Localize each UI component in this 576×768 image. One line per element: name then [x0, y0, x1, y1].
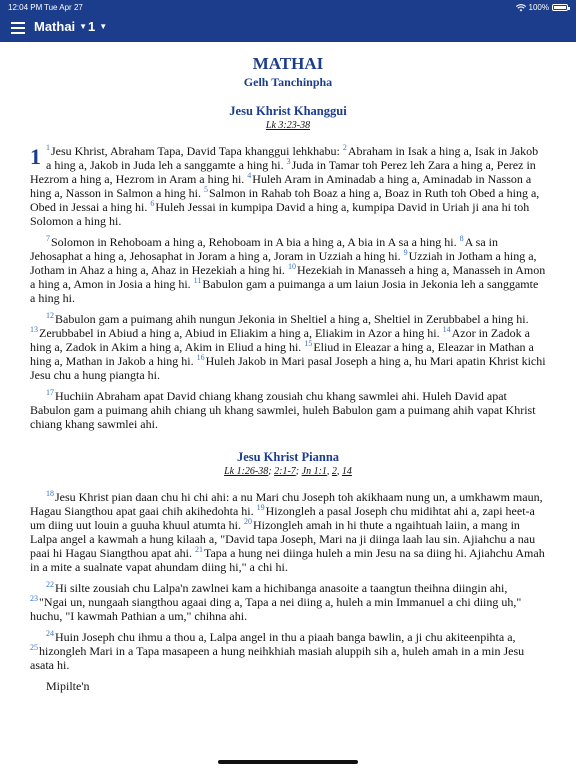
verse-text: hizongleh Mari in a Tapa masapeen a hung neihkhiah masiah aluppih sih a, huleh amah in a min Jesu asata hi. [30, 644, 525, 672]
verse-text: Uzziah in Jotham a hing a, Jotham in Ahaz a hing a, Ahaz in Hezekiah a hing hi. [30, 249, 537, 277]
battery-percent: 100% [528, 3, 549, 12]
chapter-content [30, 54, 546, 700]
verse-text: A sa in Jehosaphat a hing a, Jehosaphat in Joram a hing a, Joram in Uzziah a hing hi. [30, 235, 498, 263]
verse-text: Huleh Aram in Aminadab a hing a, Aminadab in Nasson a hing a, Nasson in Salmon a hing hi. [30, 172, 532, 200]
paragraph [30, 490, 546, 574]
verse-number[interactable]: 11 [193, 276, 202, 285]
battery-icon [552, 4, 568, 11]
cross-reference-link[interactable]: Jn 1:1 [301, 466, 327, 477]
paragraph [30, 235, 546, 305]
nav-bar [0, 17, 576, 39]
verse-number[interactable]: 23 [30, 594, 38, 603]
verse-text: Hi silte zousiah chu Lalpa'n zawlnei kam a hichibanga anasoite a taangtun theihna diingin ahi, [55, 581, 508, 595]
verse-text: Hizongleh a pasal Joseph chu midihtat ahi a, zapi heet-a um diing uut louin a guuha khuul atumta hi. [30, 504, 535, 532]
verse-number[interactable]: 1 [46, 143, 50, 152]
verse-number[interactable]: 20 [243, 517, 252, 526]
verse-number[interactable]: 22 [46, 580, 54, 589]
verse-number[interactable]: 18 [46, 489, 54, 498]
footer-label-paragraph [30, 679, 546, 693]
cross-reference-link[interactable]: 14 [341, 466, 352, 477]
chapter-selector[interactable] [88, 19, 107, 34]
paragraph [30, 312, 546, 382]
verse-number[interactable]: 9 [403, 248, 408, 257]
verse-number[interactable]: 14 [442, 325, 451, 334]
menu-icon[interactable] [11, 22, 25, 34]
verse-text: Salmon in Rahab toh Boaz a hing a, Boaz in Ruth toh Obed a hing a, Obed in Jessai a hing hi. [30, 186, 540, 214]
top-bar [0, 0, 576, 42]
verse-text: Hizongleh amah in hi thute a ngaihtuah laiin, a mang in Lalpa angel a kawmah a hung kilaah a, "David tapa Joseph, Mari na ji diinga laah lau sin. Ajiahchu a nau paai hi Hagau Siangthou apat ahi. [30, 518, 536, 560]
home-indicator[interactable] [218, 760, 358, 764]
section-heading: Jesu Khrist Khanggui [229, 104, 347, 118]
paragraph [30, 581, 546, 623]
cross-references: Lk 1:26-38; 2:1-7; Jn 1:1, 2, 14 [224, 466, 352, 477]
verse-text: Juda in Tamar toh Perez leh Zara a hing a, Perez in Hezrom a hing a, Hezrom in Aram a hing hi. [30, 158, 536, 186]
paragraph [30, 389, 546, 431]
book-selector[interactable] [34, 19, 87, 34]
verse-text: Eliud in Eleazar a hing a, Eleazar in Mathan a hing a, Mathan in Jakob a hing hi. [30, 340, 534, 368]
verse-text: Jesu Khrist, Abraham Tapa, David Tapa khanggui lehkhabu: [51, 144, 343, 158]
verse-text: Abraham in Isak a hing a, Isak in Jakob a hing a, Jakob in Juda leh a sanggamte a hing hi. [46, 144, 539, 172]
paragraph [30, 144, 546, 228]
verse-number[interactable]: 10 [287, 262, 296, 271]
verse-number[interactable]: 16 [196, 353, 205, 362]
verse-number[interactable]: 19 [256, 503, 265, 512]
verse-text: Babulon gam a puimanga a um laiun Josia in Jekonia leh a sanggamte a hing hi. [30, 277, 539, 305]
chapter-selector-label: 1 [88, 19, 96, 34]
verse-text: Azor in Zadok a hing a, Zadok in Akim a hing a, Akim in Eliud a hing hi. [30, 326, 530, 354]
cross-references [30, 119, 546, 132]
status-date: Tue Apr 27 [44, 3, 83, 12]
verse-text: Solomon in Rehoboam a hing a, Rehoboam in A bia a hing a, A bia in A sa a hing hi. [51, 235, 460, 249]
chevron-down-icon: ▼ [79, 22, 88, 31]
cross-reference-link[interactable]: 2 [331, 466, 337, 477]
section-heading: Jesu Khrist Pianna [236, 450, 340, 464]
paragraph [30, 630, 546, 672]
verse-number[interactable]: 5 [204, 185, 208, 194]
verse-text: Huchiin Abraham apat David chiang khang zousiah chu khang sawmlei ahi. Huleh David apat Babulon gam a puimang ahih chiang uh khang sawmlei, huleh Babulon gam a puimang ahih vapat Khrist chiang khang sawmlei ahi. [30, 389, 536, 431]
book-subtitle: Gelh Tanchinpha [243, 75, 333, 89]
verse-number[interactable]: 4 [247, 171, 252, 180]
verse-number[interactable]: 12 [46, 311, 54, 320]
verse-number[interactable]: 24 [46, 629, 54, 638]
status-time: 12:04 PM [8, 3, 43, 12]
verse-text: Tapa a hung nei diinga huleh a min Jesu na sa diing hi. Ajiahchu Amah in a mite a sualnate vapat ahundam diing hi," a chi hi. [30, 546, 545, 574]
chevron-down-icon: ▼ [99, 22, 108, 31]
verse-number[interactable]: 21 [194, 545, 203, 554]
verse-text: Babulon gam a puimang ahih nungun Jekonia in Sheltiel a hing a, Sheltiel in Zerubbabel a hing hi. [55, 312, 529, 326]
verse-text: Huin Joseph chu ihmu a thou a, Lalpa angel in thu a piaah banga bawlin, a ji chu akiteenpihta a, [55, 630, 516, 644]
verse-number[interactable]: 17 [46, 388, 54, 397]
footer-label: Mipilte'n [46, 679, 90, 693]
verse-number[interactable]: 13 [30, 325, 38, 334]
cross-reference-link[interactable]: Lk 1:26-38 [224, 466, 269, 477]
verse-number[interactable]: 3 [286, 157, 291, 166]
verse-number[interactable]: 6 [150, 199, 155, 208]
cross-reference-link[interactable]: 2:1-7 [274, 466, 296, 477]
verse-text: Huleh Jakob in Mari pasal Joseph a hing a, hu Mari apatin Khrist kichi Jesu chu a hung piangta hi. [30, 354, 546, 382]
verse-text: Jesu Khrist pian daan chu hi chi ahi: a nu Mari chu Joseph toh akikhaam nung un, a umkhawm maun, Hagau Siangthou apat gaai chih akihedohta hi. [30, 490, 543, 518]
wifi-icon [516, 4, 526, 12]
verse-number[interactable]: 25 [30, 643, 38, 652]
verse-number[interactable]: 7 [46, 234, 50, 243]
verse-text: Huleh Jessai in kumpipa David a hing a, kumpipa David in Uriah ji ana hi toh Solomon a hing hi. [30, 200, 530, 228]
verse-text: Hezekiah in Manasseh a hing a, Manasseh in Amon a hing a, Amon in Josia a hing hi. [30, 263, 546, 291]
status-right [516, 3, 568, 12]
verse-text: "Ngai un, nungaah siangthou agaai ding a, Tapa a nei diing a, huleh a min Immanuel a chi diing uh," huchu, "I kawmah Pathian a um," chihna ahi. [30, 595, 522, 623]
verse-number[interactable]: 15 [304, 339, 313, 348]
cross-reference-link[interactable]: Lk 3:23-38 [265, 120, 311, 131]
book-title: MATHAI [252, 54, 324, 73]
verse-text: Zerubbabel in Abiud a hing a, Abiud in Eliakim a hing a, Eliakim in Azor a hing hi. [39, 326, 443, 340]
chapter-number: 1 [30, 144, 41, 169]
status-bar [0, 3, 576, 13]
verse-number[interactable]: 8 [459, 234, 464, 243]
verse-number[interactable]: 2 [342, 143, 347, 152]
book-selector-label: Mathai [34, 19, 76, 34]
